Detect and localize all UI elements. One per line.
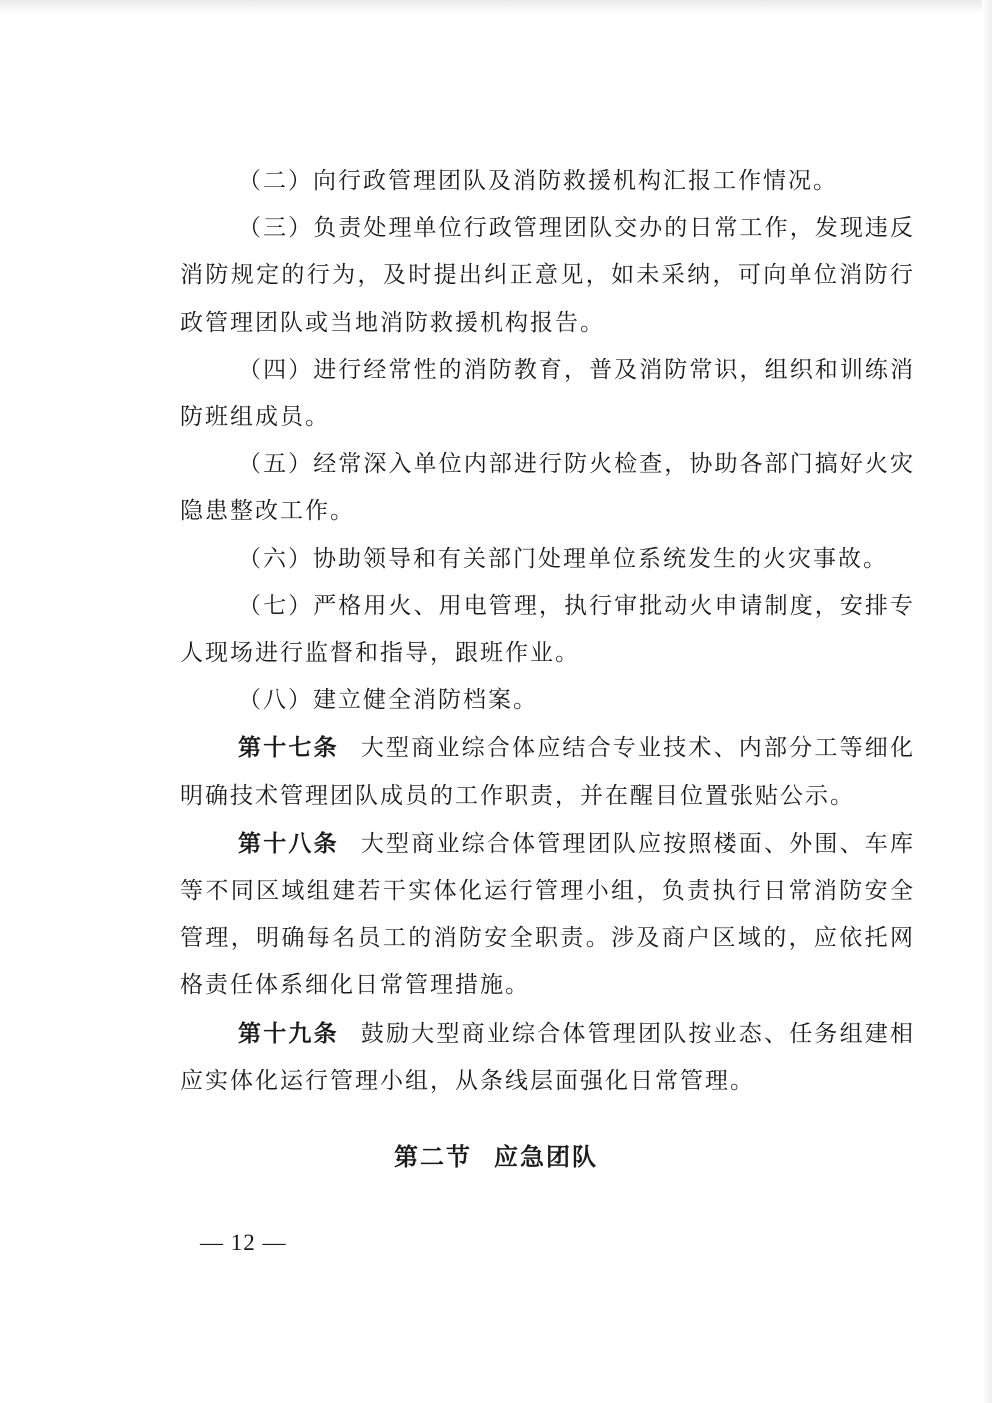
- item-6-text: （六）协助领导和有关部门处理单位系统发生的火灾事故。: [238, 545, 888, 572]
- article-18: [180, 820, 915, 1010]
- page-number: — 12 —: [200, 1230, 287, 1255]
- item-5: [180, 441, 915, 535]
- item-3: [180, 205, 915, 347]
- article-19: [180, 1010, 915, 1105]
- article-17-label: 第十七条: [238, 734, 339, 762]
- article-18-label: 第十八条: [238, 829, 339, 857]
- item-5-text: （五）经常深入单位内部进行防火检查，协助各部门搞好火灾隐患整改工作。: [180, 451, 915, 525]
- item-8: [180, 677, 915, 724]
- item-6: [180, 536, 915, 583]
- item-8-text: （八）建立健全消防档案。: [238, 687, 538, 714]
- item-4-text: （四）进行经常性的消防教育，普及消防常识，组织和训练消防班组成员。: [180, 356, 915, 431]
- item-7: [180, 583, 915, 677]
- scan-edge-top: [0, 0, 992, 14]
- document-body: [180, 158, 915, 1105]
- article-17: [180, 724, 915, 819]
- scan-edge-right: [982, 0, 992, 1403]
- article-18-text: 大型商业综合体管理团队应按照楼面、外围、车库等不同区域组建若干实体化运行管理小组，负责执行日常消防安全管理，明确每名员工的消防安全职责。涉及商户区域的，应依托网格责任体系细化日常管理措施。: [180, 830, 916, 999]
- item-4: [180, 347, 915, 441]
- article-19-label: 第十九条: [238, 1019, 339, 1047]
- item-3-text: （三）负责处理单位行政管理团队交办的日常工作，发现违反消防规定的行为，及时提出纠正意见，如未采纳，可向单位消防行政管理团队或当地消防救援机构报告。: [180, 215, 915, 336]
- article-19-text: 鼓励大型商业综合体管理团队按业态、任务组建相应实体化运行管理小组，从条线层面强化日常管理。: [180, 1020, 916, 1094]
- section-heading: [0, 1137, 992, 1172]
- item-2-text: （二）向行政管理团队及消防救援机构汇报工作情况。: [238, 168, 838, 194]
- article-17-text: 大型商业综合体应结合专业技术、内部分工等细化明确技术管理团队成员的工作职责，并在醒目位置张贴公示。: [180, 735, 916, 809]
- section-title: 应急团队: [494, 1142, 598, 1171]
- section-number: 第二节: [394, 1142, 472, 1171]
- item-7-text: （七）严格用火、用电管理，执行审批动火申请制度，安排专人现场进行监督和指导，跟班作业。: [180, 592, 915, 667]
- item-2: [180, 158, 915, 205]
